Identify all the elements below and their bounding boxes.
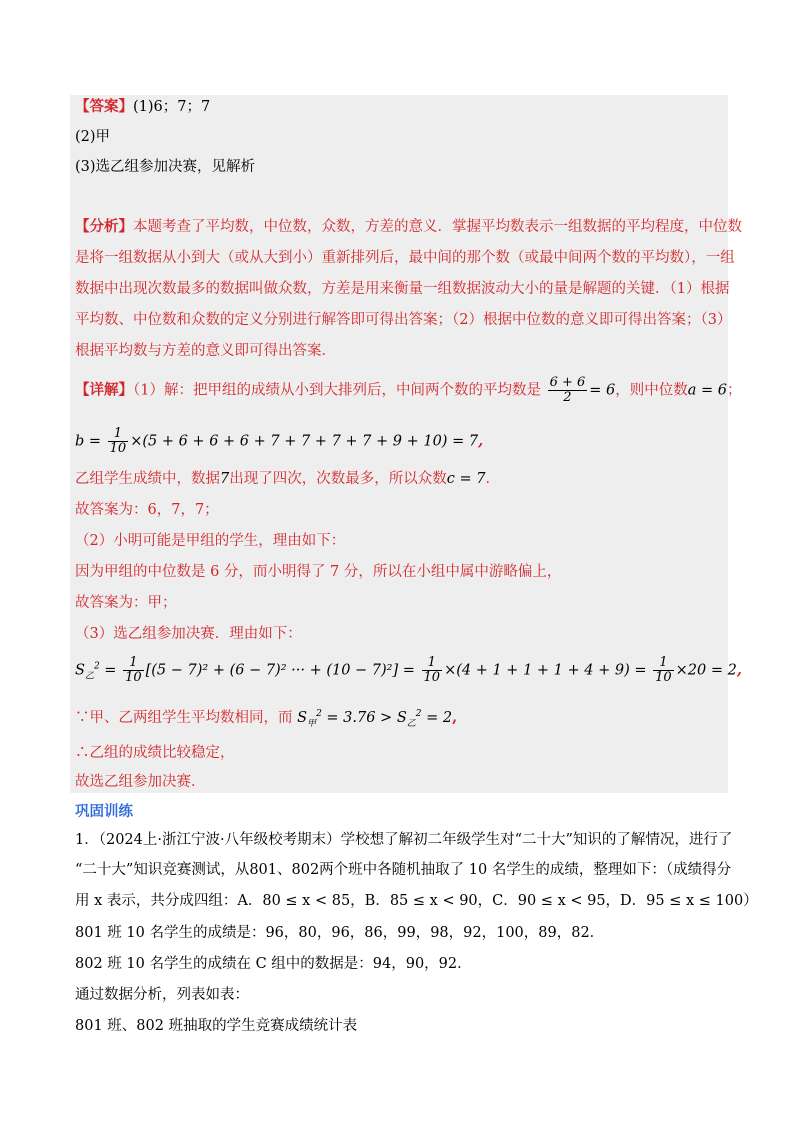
analysis-tag: 【分析】 xyxy=(75,218,133,235)
detail-text-1a: （1）解：把甲组的成绩从小到大排列后，中间两个数的平均数是 xyxy=(133,382,541,399)
detail-line-5: （2）小明可能是甲组的学生，理由如下： xyxy=(75,533,346,549)
section-title: 巩固训练 xyxy=(75,803,133,820)
mean-b-formula: b = $\frac{1}{10}$ ×(5 + 6 + 6 + 6 + 7 + 7 + 7 + 7 + 9 + 10) = 7, xyxy=(75,426,484,456)
detail-line-6: 因为甲组的中位数是 6 分，而小明得了 7 分，所以在小组中属中游略偏上， xyxy=(75,564,562,580)
detail-line-4: 故答案为：6，7，7； xyxy=(75,502,219,518)
analysis-line-2: 是将一组数据从小到大（或从大到小）重新排列后，最中间的那个数（或最中间两个数的平均数），一组 xyxy=(75,250,735,266)
analysis-line-4: 平均数、中位数和众数的定义分别进行解答即可得出答案；（2）根据中位数的意义即可得出答案；（3） xyxy=(75,312,732,328)
problem-line-6: 通过数据分析，列表如表： xyxy=(75,987,249,1003)
analysis-line-1 xyxy=(75,217,742,237)
detail-line-3: 乙组学生成绩中，数据7出现了四次，次数最多，所以众数c = 7． xyxy=(75,471,500,487)
detail-line-8: （3）选乙组参加决赛．理由如下： xyxy=(75,626,302,642)
mode-c: c = 7 xyxy=(446,471,486,487)
detail-line-7: 故答案为：甲； xyxy=(75,595,177,611)
detail-line-11: ∴乙组的成绩比较稳定， xyxy=(75,745,235,761)
variance-yi-formula: $S_乙^2$ = $\frac{1}{10}$ [(5 − 7)² + (6 − 7)² ··· + (10 − 7)²] = $\frac{1}{10}$ ×(4 + 1 + 1 + 1 + 4 + 9) = $\frac{1}{10}$ ×20 = 2, xyxy=(75,655,742,685)
detail-text-1b: ，则中位数 xyxy=(615,382,688,399)
detail-line-10: ∵甲、乙两组学生平均数相同，而 $S_甲^2 = 3.76 > S_乙^2 = 2$, xyxy=(75,708,458,729)
answer-tag: 【答案】 xyxy=(75,98,133,115)
eq-6: = 6 xyxy=(589,382,616,399)
median-a: a = 6 xyxy=(687,382,728,399)
detail-line-1 xyxy=(75,376,742,405)
problem-line-7: 801 班、802 班抽取的学生竞赛成绩统计表 xyxy=(75,1018,358,1034)
analysis-line-3: 数据中出现次数最多的数据叫做众数，方差是用来衡量一组数据波动大小的量是解题的关键．（1）根据 xyxy=(75,281,730,297)
detail-line-12: 故选乙组参加决赛． xyxy=(75,774,206,790)
analysis-text-1: 本题考查了平均数，中位数，众数，方差的意义．掌握平均数表示一组数据的平均程度，中位数 xyxy=(133,219,742,235)
fraction-6plus6-over-2: $\frac{6 + 6}{2}$ xyxy=(549,375,586,405)
analysis-line-5: 根据平均数与方差的意义即可得出答案． xyxy=(75,343,336,359)
detail-text-1c: ； xyxy=(727,382,742,399)
variance-comparison: $S_甲^2 = 3.76 > S_乙^2 = 2$ xyxy=(297,709,453,729)
problem-line-5: 802 班 10 名学生的成绩在 C 组中的数据是：94，90，92． xyxy=(75,956,472,972)
detail-tag: 【详解】 xyxy=(75,381,133,399)
answer-line-1 xyxy=(75,97,210,117)
problem-line-3: 用 x 表示，共分成四组：A．80 ≤ x < 85，B．85 ≤ x < 90，C．90 ≤ x < 95，D．95 ≤ x ≤ 100） xyxy=(75,893,758,909)
answer-line-3: (3)选乙组参加决赛，见解析 xyxy=(75,159,256,175)
fraction-1-over-10: $\frac{1}{10}$ xyxy=(109,426,127,456)
problem-line-4: 801 班 10 名学生的成绩是：96，80，96，86，99，98，92，100，89，82． xyxy=(75,925,605,941)
problem-line-2: “二十大”知识竞赛测试，从801、802两个班中各随机抽取了 10 名学生的成绩，整理如下：（成绩得分 xyxy=(75,862,732,878)
answer-line-2: (2)甲 xyxy=(75,129,111,145)
problem-line-1: 1．（2024上·浙江宁波·八年级校考期末）学校想了解初二年级学生对“二十大”知识的了解情况，进行了 xyxy=(75,832,733,848)
answer-text-1: (1)6；7；7 xyxy=(133,99,211,115)
